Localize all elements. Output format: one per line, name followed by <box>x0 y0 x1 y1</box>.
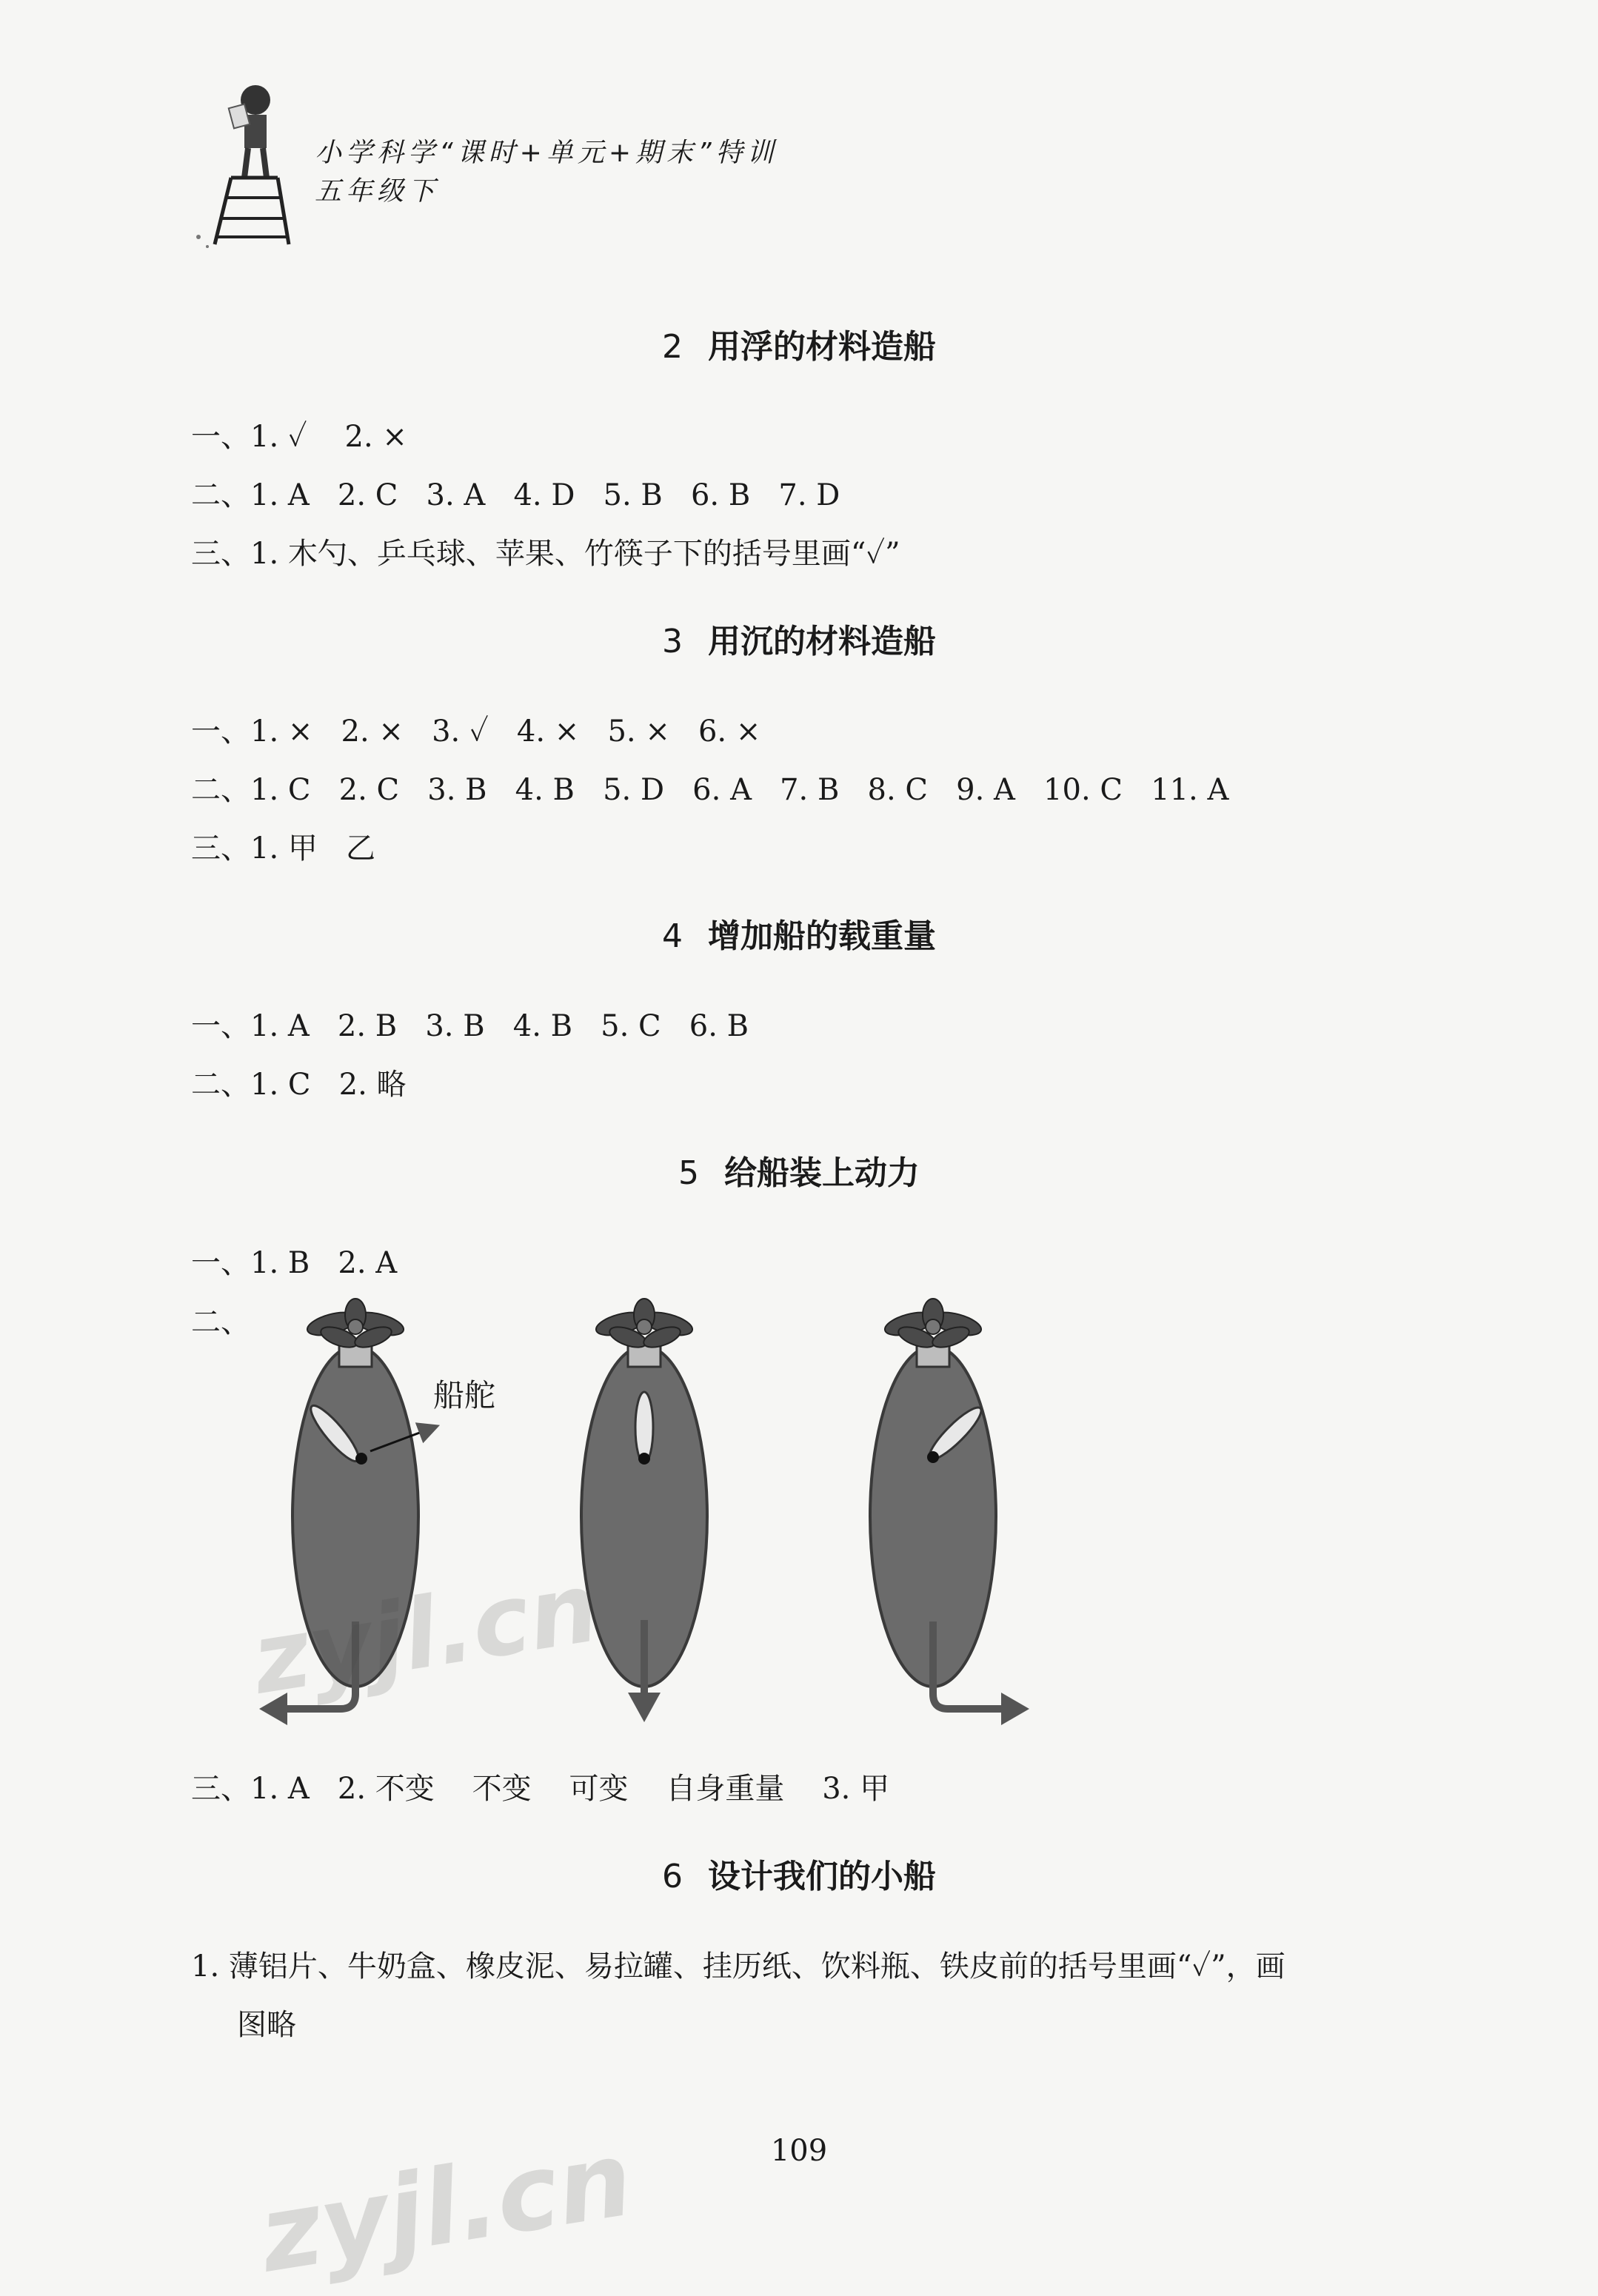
section-title <box>0 615 1598 662</box>
answer-line: 二、1. C 2. C 3. B 4. B 5. D 6. A 7. B 8. C 9. A 10. C 11. A <box>191 773 1229 807</box>
answer-line: 图略 <box>237 2008 296 2042</box>
answer-line: 二、 <box>191 1305 250 1339</box>
header-student-icon <box>185 70 311 255</box>
section-title <box>0 320 1598 367</box>
answer-line: 三、1. 甲 乙 <box>191 831 376 866</box>
section-number: 3 <box>662 623 683 660</box>
section-name: 设计我们的小船 <box>708 1858 936 1895</box>
section-title <box>0 1146 1598 1194</box>
book-grade: 五年级下 <box>315 176 440 207</box>
section-number: 2 <box>662 328 683 366</box>
section-title <box>0 909 1598 957</box>
watermark: zyjl.cn <box>244 1550 606 1716</box>
answer-line: 三、1. 木勺、乒乓球、苹果、竹筷子下的括号里画“✓” <box>191 537 900 571</box>
section-number: 4 <box>662 917 683 955</box>
section-title <box>0 1850 1598 1897</box>
answer-line: 一、1. × 2. × 3. ✓ 4. × 5. × 6. × <box>191 714 761 749</box>
section-name: 用浮的材料造船 <box>708 328 936 366</box>
section-name: 用沉的材料造船 <box>708 623 936 660</box>
book-title: 小学科学“课时+单元+期末”特训 <box>315 138 778 168</box>
section-name: 给船装上动力 <box>724 1154 920 1192</box>
answer-line: 一、1. ✓ 2. × <box>191 420 407 454</box>
rudder-label: 船舵 <box>433 1377 496 1413</box>
page-number: 109 <box>770 2134 828 2168</box>
answer-line: 一、1. A 2. B 3. B 4. B 5. C 6. B <box>191 1009 749 1043</box>
answer-line: 一、1. B 2. A <box>191 1246 398 1280</box>
section-name: 增加船的载重量 <box>708 917 936 955</box>
watermark: zyjl.cn <box>252 2118 641 2296</box>
section-number: 5 <box>678 1154 699 1192</box>
answer-line: 二、1. A 2. C 3. A 4. D 5. B 6. B 7. D <box>191 478 840 512</box>
answer-line: 1. 薄铝片、牛奶盒、橡皮泥、易拉罐、挂历纸、饮料瓶、铁皮前的括号里画“✓”，画 <box>191 1949 1286 1984</box>
answer-line: 二、1. C 2. 略 <box>191 1068 407 1102</box>
answer-line: 三、1. A 2. 不变 不变 可变 自身重量 3. 甲 <box>191 1772 890 1806</box>
boat-right-turn <box>870 1299 1029 1725</box>
section-number: 6 <box>662 1858 683 1895</box>
